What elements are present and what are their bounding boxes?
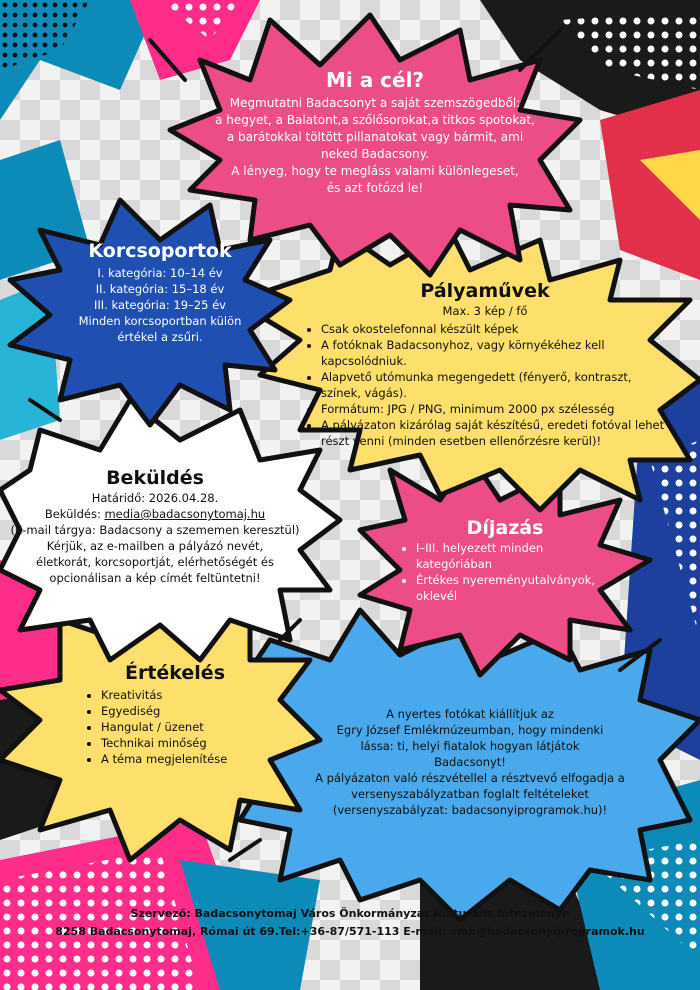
submission-deadline: Határidő: 2026.04.28.	[91, 491, 219, 505]
list-item: • Értékes nyereményutalványok, oklevél	[416, 572, 610, 604]
age-groups-title: Korcsoportok	[88, 240, 232, 262]
works-subtitle: Max. 3 kép / fő	[442, 304, 528, 318]
submission-line: Kérjük, az e-mailben a pályázó nevét,	[46, 539, 264, 553]
works-list	[305, 321, 665, 449]
exhibition-line: A pályázaton való részvétellel a résztvevő elfogadja a	[315, 771, 625, 785]
list-item: • A pályázaton kizárólag saját készítésű, eredeti fotóval lehet részt venni (minden esetben ellenőrzésre kerül)!	[321, 417, 665, 449]
age-group-line: Minden korcsoportban külön	[78, 314, 242, 328]
submission-subject: (E-mail tárgya: Badacsony a szememen keresztül)	[10, 523, 300, 537]
evaluation-panel	[85, 662, 265, 767]
exhibition-line: lássa: ti, helyi fiatalok hogyan látjátok	[360, 739, 580, 753]
submission-email-link[interactable]: media@badacsonytomaj.hu	[104, 507, 266, 521]
submission-line: életkorát, korcsoportját, elérhetőségét és	[36, 555, 274, 569]
list-item: • Hangulat / üzenet	[101, 719, 265, 735]
exhibition-line: A nyertes fotókat kiállítjuk az	[386, 707, 554, 721]
submission-title: Beküldés	[106, 467, 204, 489]
prizes-list	[400, 540, 610, 604]
footer-contact: 8258 Badacsonytomaj, Római út 69.Tel:+36-87/571-113 E-mail: vmk@badacsonyiprogramok.hu	[55, 925, 645, 938]
goal-title: Mi a cél?	[325, 68, 425, 92]
footer-organizer: Szervező: Badacsonytomaj Város Önkormányzat Kulturális Intézménye	[130, 907, 570, 920]
age-groups-panel	[65, 240, 255, 345]
prizes-panel	[400, 517, 610, 604]
goal-line: Megmutatni Badacsonyt a saját szemszögedből:	[229, 96, 521, 110]
list-item: • A fotóknak Badacsonyhoz, vagy környékéhez kell kapcsolódniuk.	[321, 337, 665, 369]
list-item: • I–III. helyezett minden kategóriában	[416, 540, 610, 572]
exhibition-line: (versenyszabályzat: badacsonyiprogramok.hu)!	[332, 803, 608, 817]
age-group-line: II. kategória: 15–18 év	[95, 282, 225, 296]
list-item: • Formátum: JPG / PNG, minimum 2000 px szélesség	[321, 401, 665, 417]
age-group-line: III. kategória: 19–25 év	[94, 298, 226, 312]
exhibition-line: Egry József Emlékmúzeumban, hogy mindenki	[336, 723, 604, 737]
submission-line: opcionálisan a kép címét feltüntetni!	[49, 571, 261, 585]
exhibition-line: versenyszabályzatban foglalt feltételeket	[351, 787, 589, 801]
exhibition-line: Badacsonyt!	[434, 755, 506, 769]
submission-send	[0, 506, 310, 522]
age-group-line: I. kategória: 10–14 év	[97, 266, 223, 280]
goal-line: A lényeg, hogy te megláss valami különlegeset,	[231, 164, 519, 178]
submission-send-label: Beküldés:	[44, 507, 105, 521]
submission-panel	[0, 467, 310, 586]
exhibition-panel	[300, 706, 640, 818]
list-item: • A téma megjelenítése	[101, 751, 265, 767]
footer	[0, 905, 700, 941]
goal-panel	[205, 68, 545, 197]
evaluation-title: Értékelés	[124, 662, 226, 684]
goal-line: a hegyet, a Balatont,a szőlősorokat,a titkos spotokat,	[215, 113, 535, 127]
list-item: • Csak okostelefonnal készült képek	[321, 321, 665, 337]
goal-line: és azt fotózd le!	[326, 181, 424, 195]
list-item: • Alapvető utómunka megengedett (fényerő, kontraszt, színek, vágás).	[321, 369, 665, 401]
evaluation-list	[85, 687, 265, 767]
goal-line: a barátokkal töltött pillanatokat vagy bármit, ami	[226, 130, 524, 144]
works-title: Pályaművek	[420, 280, 550, 302]
age-group-line: értékel a zsűri.	[117, 330, 203, 344]
goal-line: neked Badacsony.	[321, 147, 429, 161]
list-item: • Egyediség	[101, 703, 265, 719]
list-item: • Technikai minőség	[101, 735, 265, 751]
list-item: • Kreativitás	[101, 687, 265, 703]
prizes-title: Díjazás	[466, 517, 544, 539]
works-panel	[305, 280, 665, 449]
